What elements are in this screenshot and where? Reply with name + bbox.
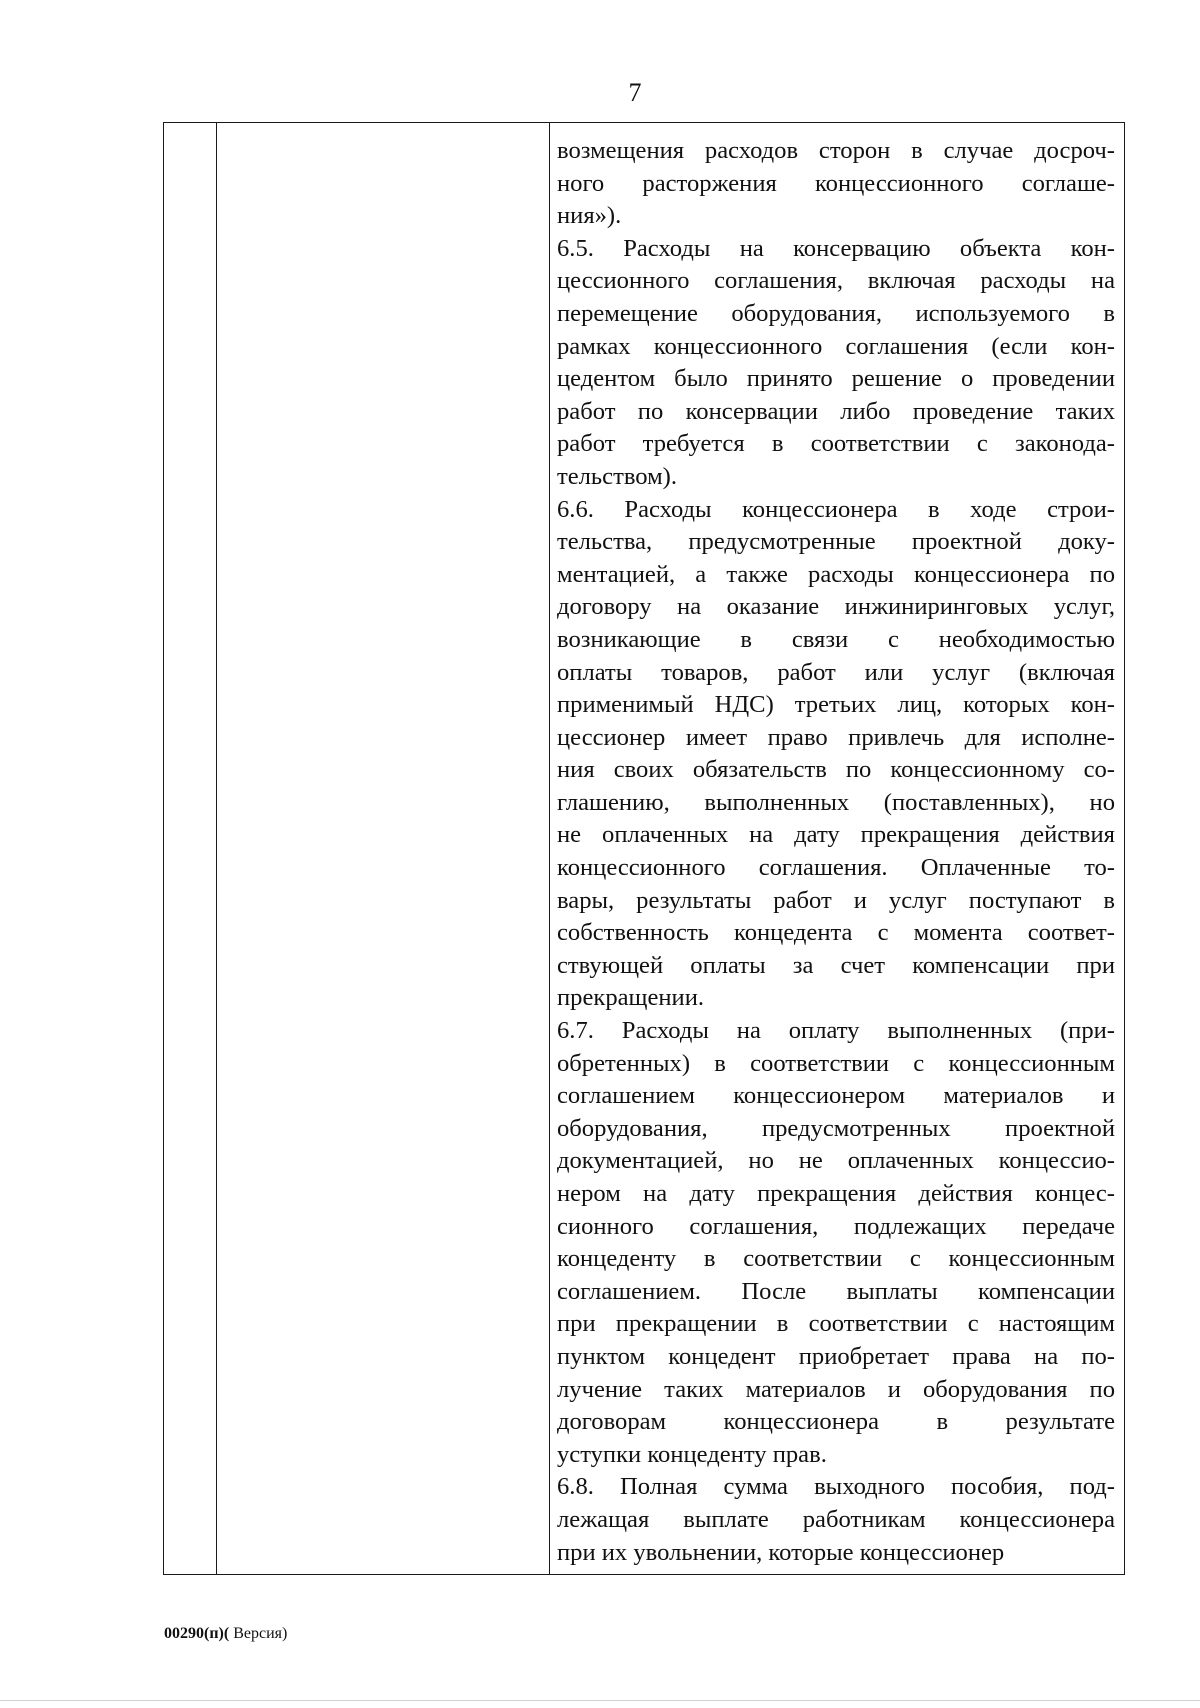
text-line: концеденту в соответствии с концессионным (557, 1245, 1115, 1273)
text-line: тельства, предусмотренные проектной доку- (557, 528, 1115, 556)
text-line: цессионного соглашения, включая расходы на (557, 267, 1115, 295)
text-line: пунктом концедент приобретает права на по- (557, 1342, 1115, 1370)
text-line: ния своих обязательств по концессионному со- (557, 756, 1115, 784)
text-line: ного расторжения концессионного соглаше- (557, 169, 1115, 197)
footer-code: 00290(п)( (164, 1625, 230, 1642)
text-line: уступки концеденту прав. (557, 1440, 827, 1468)
text-line: возникающие в связи с необходимостью (557, 625, 1115, 653)
text-line: цедентом было принято решение о проведении (557, 365, 1115, 393)
text-line: ствующей оплаты за счет компенсации при (557, 951, 1115, 979)
footer-version: Версия) (229, 1625, 288, 1642)
text-line: 6.8. Полная сумма выходного пособия, под- (557, 1473, 1115, 1501)
text-line: соглашением концессионером материалов и (557, 1082, 1115, 1110)
text-line: лучение таких материалов и оборудования по (557, 1375, 1115, 1403)
table-column-divider (549, 123, 550, 1574)
text-line: прекращении. (557, 984, 705, 1012)
text-line: при прекращении в соответствии с настоящим (557, 1310, 1115, 1338)
page-number: 7 (628, 78, 642, 107)
text-line: оборудования, предусмотренных проектной (557, 1114, 1115, 1142)
text-line: возмещения расходов сторон в случае досроч- (557, 137, 1115, 164)
text-line: концессионного соглашения. Оплаченные то- (557, 854, 1115, 882)
text-line: 6.5. Расходы на консервацию объекта кон- (557, 234, 1115, 262)
text-line: 6.6. Расходы концессионера в ходе строи- (557, 495, 1115, 523)
text-line: цессионер имеет право привлечь для исполне- (557, 723, 1115, 751)
text-line: работ требуется в соответствии с законода- (557, 430, 1115, 458)
text-line: рамках концессионного соглашения (если кон- (557, 332, 1115, 360)
page-bottom-edge (0, 1700, 1200, 1701)
table-column-divider (216, 123, 217, 1574)
text-line: обретенных) в соответствии с концессионным (557, 1049, 1115, 1077)
text-line: ментацией, а также расходы концессионера по (557, 560, 1115, 588)
text-line: ния»). (557, 202, 622, 230)
text-line: глашению, выполненных (поставленных), но (557, 788, 1115, 816)
text-line: лежащая выплате работникам концессионера (557, 1505, 1115, 1533)
table-text-cell (557, 135, 1115, 1569)
text-line: договору на оказание инжиниринговых услуг, (557, 593, 1115, 621)
text-line: 6.7. Расходы на оплату выполненных (при- (557, 1017, 1115, 1045)
text-line: договорам концессионера в результате (557, 1408, 1115, 1436)
document-footer-code (164, 1625, 287, 1643)
text-line: применимый НДС) третьих лиц, которых кон- (557, 691, 1115, 719)
text-line: сионного соглашения, подлежащих передаче (557, 1212, 1115, 1240)
text-line: не оплаченных на дату прекращения действия (557, 821, 1115, 849)
text-line: нером на дату прекращения действия концес- (557, 1180, 1115, 1207)
text-line: документацией, но не оплаченных концессио- (557, 1147, 1115, 1175)
text-line: собственность концедента с момента соответ- (557, 919, 1115, 947)
text-line: вары, результаты работ и услуг поступают в (557, 886, 1115, 914)
document-table (163, 122, 1125, 1575)
text-line: при их увольнении, которые концессионер (557, 1538, 1005, 1566)
text-line: работ по консервации либо проведение таких (557, 397, 1115, 425)
text-line: оплаты товаров, работ или услуг (включая (557, 658, 1115, 686)
text-line: перемещение оборудования, используемого в (557, 299, 1115, 327)
text-line: тельством). (557, 462, 677, 490)
text-line: соглашением. После выплаты компенсации (557, 1277, 1115, 1305)
